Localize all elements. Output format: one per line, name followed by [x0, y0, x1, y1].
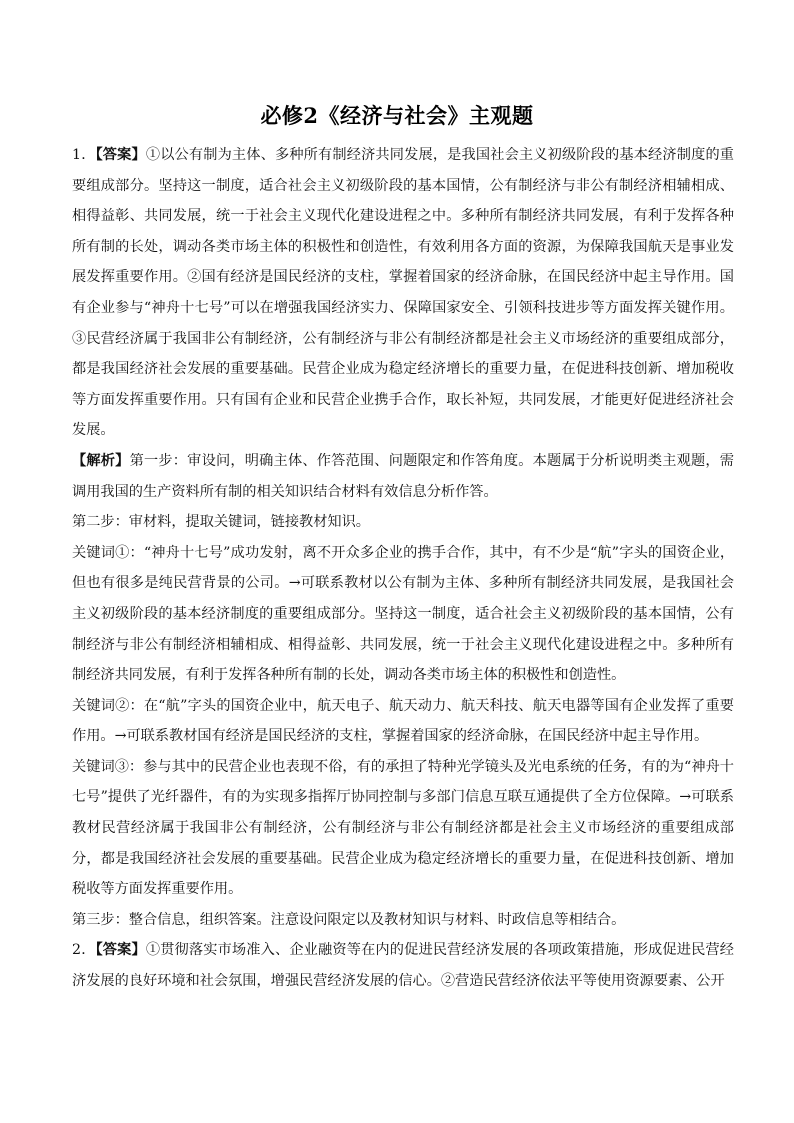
- answer-paragraph-1: [72, 140, 734, 446]
- analysis-paragraph: [72, 446, 734, 507]
- question-number: 2．: [72, 942, 96, 959]
- keyword-1-paragraph: 关键词①：“神舟十七号”成功发射，离不开众多企业的携手合作，其中，有不少是“航”字头的国资企业，但也有很多是纯民营背景的公司。→可联系教材以公有制为主体、多种所有制经济共同发展，是我国社会主义初级阶段的基本经济制度的重要组成部分。坚持这一制度，适合社会主义初级阶段的基本国情，公有制经济与非公有制经济相辅相成、相得益彰、共同发展，统一于社会主义现代化建设进程之中。多种所有制经济共同发展，有利于发挥各种所有制的长处，调动各类市场主体的积极性和创造性。: [72, 544, 735, 684]
- step-three-paragraph: 第三步：整合信息，组织答案。注意设问限定以及教材知识与材料、时政信息等相结合。: [72, 911, 626, 928]
- page-title: 必修2《经济与社会》主观题: [260, 103, 534, 128]
- paragraph-text: ①贯彻落实市场准入、企业融资等在内的促进民营经济发展的各项政策措施，形成促进民营经济发展的良好环境和社会氛围，增强民营经济发展的信心。②营造民营经济依法平等使用资源要素、公开: [72, 942, 734, 990]
- answer-tag: 【答案】: [95, 147, 146, 163]
- paragraph-text: 第一步：审设问，明确主体、作答范围、问题限定和作答角度。本题属于分析说明类主观题，需调用我国的生产资料所有制的相关知识结合材料有效信息分析作答。: [72, 452, 734, 500]
- keyword-2-paragraph: 关键词②：在“航”字头的国资企业中，航天电子、航天动力、航天科技、航天电器等国有企业发挥了重要作用。→可联系教材国有经济是国民经济的支柱，掌握着国家的经济命脉，在国民经济中起主导作用。: [72, 697, 734, 745]
- answer-paragraph-2: [72, 935, 734, 996]
- paragraph-text: ①以公有制为主体、多种所有制经济共同发展，是我国社会主义初级阶段的基本经济制度的重要组成部分。坚持这一制度，适合社会主义初级阶段的基本国情，公有制经济与非公有制经济相辅相成、相得益彰、共同发展，统一于社会主义现代化建设进程之中。多种所有制经济共同发展，有利于发挥各种所有制的长处，调动各类市场主体的积极性和创造性，有效利用各方面的资源，为保障我国航天是事业发展发挥重要作用。②国有经济是国民经济的支柱，掌握着国家的经济命脉，在国民经济中起主导作用。国有企业参与“神舟十七号”可以在增强我国经济实力、保障国家安全、引领科技进步等方面发挥关键作用。③民营经济属于我国非公有制经济，公有制经济与非公有制经济都是社会主义市场经济的重要组成部分，都是我国经济社会发展的重要基础。民营企业成为稳定经济增长的重要力量，在促进科技创新、增加税收等方面发挥重要作用。只有国有企业和民营企业携手合作，取长补短，共同发展，才能更好促进经济社会发展。: [72, 147, 734, 439]
- analysis-tag: 【解析】: [72, 452, 130, 469]
- keyword-3-paragraph: 关键词③：参与其中的民营企业也表现不俗，有的承担了特种光学镜头及光电系统的任务，有的为“神舟十七号”提供了光纤器件，有的为实现多指挥厅协同控制与多部门信息互联互通提供了全方位保障。→可联系教材民营经济属于我国非公有制经济，公有制经济与非公有制经济都是社会主义市场经济的重要组成部分，都是我国经济社会发展的重要基础。民营企业成为稳定经济增长的重要力量，在促进科技创新、增加税收等方面发挥重要作用。: [72, 758, 734, 898]
- document-body: [72, 140, 734, 997]
- step-two-paragraph: 第二步：审材料，提取关键词，链接教材知识。: [72, 514, 370, 531]
- answer-tag: 【答案】: [95, 942, 146, 959]
- question-number: 1．: [72, 147, 96, 163]
